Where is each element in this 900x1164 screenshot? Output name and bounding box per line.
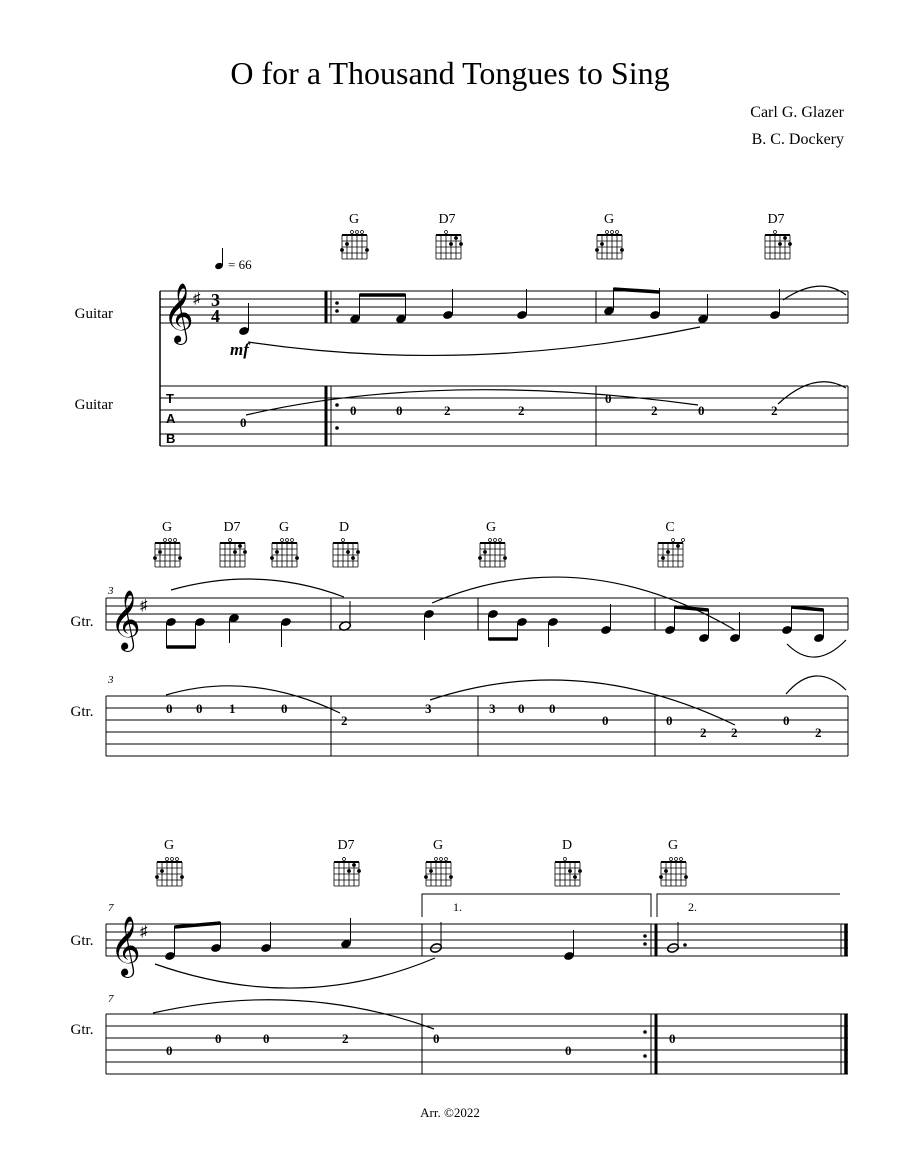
chord-name: C bbox=[665, 520, 675, 535]
tab-fret: 0 bbox=[240, 415, 247, 430]
chord-name: G bbox=[603, 212, 615, 227]
treble-clef-icon: 𝄞 bbox=[110, 592, 141, 649]
volta-first: 1. bbox=[453, 900, 462, 914]
chord-name: G bbox=[278, 520, 290, 535]
tab-fret: 2 bbox=[815, 725, 822, 740]
tab-fret: 0 bbox=[166, 1043, 173, 1058]
dynamic-marking: mf bbox=[230, 340, 249, 359]
chord-symbols-system-3 bbox=[155, 838, 688, 886]
instrument-short-staff: Gtr. bbox=[70, 614, 94, 630]
chord-diagram-G bbox=[155, 858, 184, 887]
notes-system-1 bbox=[238, 288, 781, 336]
chord-diagram-G bbox=[270, 539, 299, 568]
chord-name: D7 bbox=[767, 212, 785, 227]
treble-clef-icon: 𝄞 bbox=[163, 285, 194, 342]
chord-diagram-G bbox=[153, 539, 182, 568]
treble-clef-icon: 𝄞 bbox=[110, 918, 141, 975]
measure-number: 3 bbox=[108, 674, 114, 686]
chord-name: D7 bbox=[438, 212, 456, 227]
instrument-short-tab: Gtr. bbox=[70, 1022, 94, 1038]
tab-fret: 3 bbox=[425, 701, 432, 716]
instrument-name-staff: Guitar bbox=[74, 306, 113, 322]
tab-numbers-system-3 bbox=[166, 1031, 676, 1058]
chord-diagram-G bbox=[659, 858, 688, 887]
sharp-icon: ♯ bbox=[140, 924, 148, 940]
tab-fret: 0 bbox=[350, 403, 357, 418]
tab-clef-t: T bbox=[166, 391, 174, 406]
volta-second: 2. bbox=[688, 900, 697, 914]
tab-fret: 0 bbox=[166, 701, 173, 716]
tab-fret: 0 bbox=[549, 701, 556, 716]
tab-fret: 0 bbox=[263, 1031, 270, 1046]
tab-lines bbox=[160, 386, 848, 446]
chord-name: D bbox=[338, 520, 350, 535]
tab-fret: 2 bbox=[342, 1031, 349, 1046]
tab-fret: 0 bbox=[433, 1031, 440, 1046]
tab-fret: 0 bbox=[698, 403, 705, 418]
sharp-icon: ♯ bbox=[140, 598, 148, 614]
chord-diagram-D bbox=[555, 858, 582, 887]
tab-fret: 0 bbox=[565, 1043, 572, 1058]
chord-name: G bbox=[667, 838, 679, 853]
chord-name: D bbox=[561, 838, 573, 853]
system-3 bbox=[71, 838, 848, 1074]
tab-fret: 0 bbox=[783, 713, 790, 728]
instrument-short-tab: Gtr. bbox=[70, 704, 94, 720]
time-sig-bottom: 4 bbox=[211, 306, 220, 326]
tempo-marking bbox=[214, 248, 252, 272]
volta-brackets bbox=[422, 894, 840, 917]
chord-diagram-G bbox=[340, 231, 369, 260]
tab-fret: 0 bbox=[196, 701, 203, 716]
chord-diagram-G bbox=[478, 539, 507, 568]
tab-fret: 2 bbox=[771, 403, 778, 418]
tab-fret: 0 bbox=[605, 391, 612, 406]
tab-fret: 2 bbox=[444, 403, 451, 418]
measure-number: 3 bbox=[108, 585, 114, 597]
chord-diagram-D7 bbox=[220, 539, 247, 568]
chord-diagram-D bbox=[333, 539, 360, 568]
chord-name: D7 bbox=[223, 520, 241, 535]
tab-clef-a: A bbox=[166, 411, 176, 426]
tab-fret: 0 bbox=[396, 403, 403, 418]
chord-diagram-G bbox=[595, 231, 624, 260]
chord-symbols-system-2 bbox=[153, 520, 684, 567]
tab-clef-b: B bbox=[166, 431, 176, 446]
tab-fret: 0 bbox=[666, 713, 673, 728]
chord-diagram-D7 bbox=[765, 231, 792, 260]
tab-fret: 0 bbox=[518, 701, 525, 716]
sharp-icon: ♯ bbox=[193, 291, 201, 307]
system-2 bbox=[71, 520, 848, 756]
measure-number: 7 bbox=[108, 993, 114, 1005]
chord-name: G bbox=[348, 212, 360, 227]
chord-diagram-D7 bbox=[334, 858, 361, 887]
tab-fret: 2 bbox=[731, 725, 738, 740]
composer-credit: Carl G. Glazer bbox=[750, 104, 844, 121]
time-sig-top: 3 bbox=[211, 290, 220, 310]
tab-fret: 2 bbox=[651, 403, 658, 418]
barlines bbox=[326, 291, 848, 446]
instrument-short-staff: Gtr. bbox=[70, 933, 94, 949]
chord-diagram-D7 bbox=[436, 231, 463, 260]
system-1 bbox=[75, 212, 848, 446]
tab-fret: 0 bbox=[281, 701, 288, 716]
chord-symbols-system-1 bbox=[340, 212, 792, 259]
tab-fret: 2 bbox=[518, 403, 525, 418]
tab-fret: 0 bbox=[215, 1031, 222, 1046]
tab-fret: 3 bbox=[489, 701, 496, 716]
staff-lines bbox=[160, 291, 848, 323]
arranger-credit: B. C. Dockery bbox=[751, 131, 844, 148]
chord-name: G bbox=[163, 838, 175, 853]
copyright-footer: Arr. ©2022 bbox=[420, 1105, 480, 1120]
chord-diagram-C bbox=[658, 539, 685, 568]
chord-diagram-G bbox=[424, 858, 453, 887]
tab-fret: 0 bbox=[669, 1031, 676, 1046]
measure-number: 7 bbox=[108, 902, 114, 914]
chord-name: G bbox=[432, 838, 444, 853]
tab-fret: 0 bbox=[602, 713, 609, 728]
tab-fret: 2 bbox=[341, 713, 348, 728]
chord-name: G bbox=[485, 520, 497, 535]
score-title: O for a Thousand Tongues to Sing bbox=[230, 55, 670, 91]
tab-fret: 1 bbox=[229, 701, 236, 716]
instrument-name-tab: Guitar bbox=[74, 397, 113, 413]
tempo-value: = 66 bbox=[228, 257, 252, 272]
chord-name: D7 bbox=[337, 838, 355, 853]
chord-name: G bbox=[161, 520, 173, 535]
tab-fret: 2 bbox=[700, 725, 707, 740]
